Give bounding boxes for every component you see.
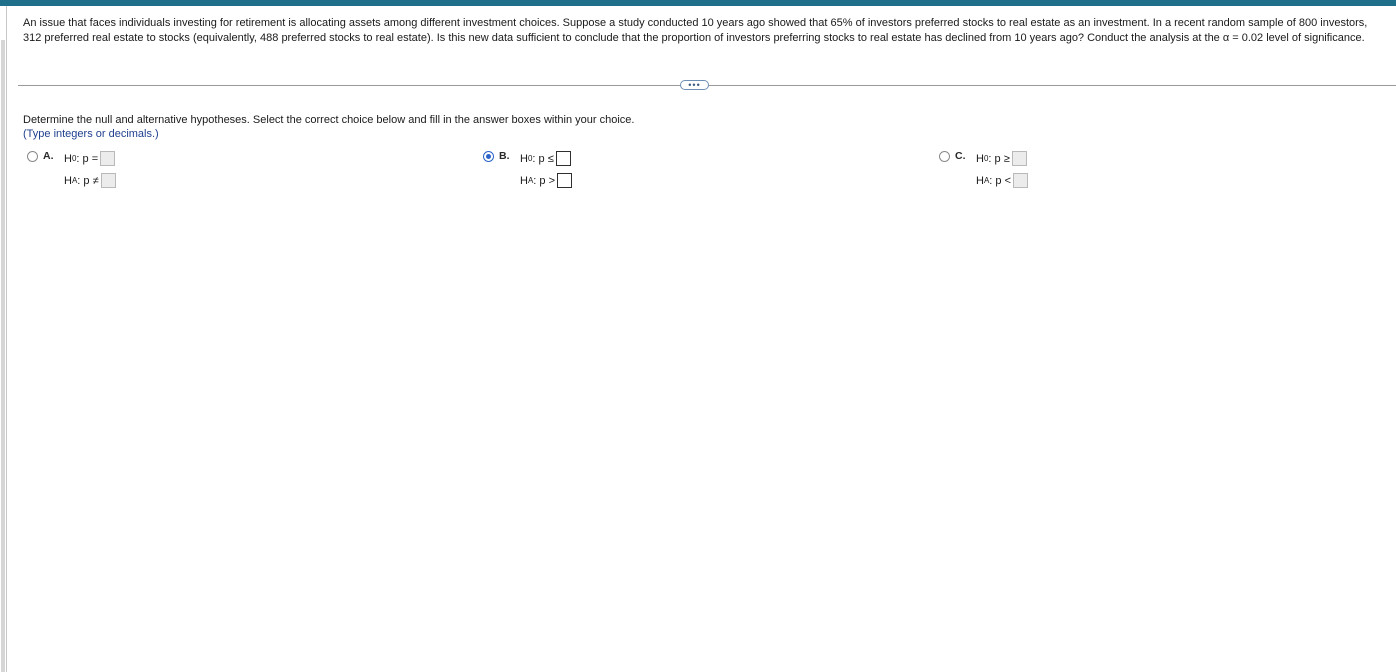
choice-a-h0-answer-box[interactable] [100,151,115,166]
choice-a-null-hypothesis: H 0 : p = [64,151,115,166]
ha-symbol: H [976,174,984,187]
choice-c-radio[interactable] [939,151,950,162]
choice-c-ha-answer-box[interactable] [1013,173,1028,188]
left-scroll-rail[interactable] [0,6,7,672]
choice-b-ha-answer-box[interactable] [557,173,572,188]
h0-relation: : p ≤ [532,152,554,165]
choice-c[interactable] [939,149,1059,195]
instructions-block [23,113,634,141]
choice-c-letter: C. [955,150,966,162]
choice-a-alt-hypothesis: H A : p ≠ [64,173,116,188]
top-accent-bar [0,0,1396,6]
h0-symbol: H [64,152,72,165]
scrollbar-thumb[interactable] [1,40,5,672]
problem-statement: An issue that faces individuals investing for retirement is allocating assets among different investment choices. Suppose a study conducted 10 years ago showed that 65% of investors preferred stocks to real estate as an investment. In a recent random sample of 800 investors, 312 preferred real estate to stocks (equivalently, 488 preferred stocks to real estate). Is this new data sufficient to conclude that the proportion of investors preferring stocks to real estate has declined from 10 years ago? Conduct the analysis at the α = 0.02 level of significance. [23,17,1368,44]
h0-relation: : p = [76,152,99,165]
choice-a-letter: A. [43,150,54,162]
choice-b-null-hypothesis: H 0 : p ≤ [520,151,571,166]
ha-relation: : p ≠ [77,174,99,187]
h0-relation: : p ≥ [988,152,1010,165]
choice-b-h0-answer-box[interactable] [556,151,571,166]
choice-c-h0-answer-box[interactable] [1012,151,1027,166]
expand-more-button[interactable]: ••• [680,80,709,90]
instructions-hint: (Type integers or decimals.) [23,128,159,140]
ha-relation: : p < [989,174,1012,187]
choice-a-radio[interactable] [27,151,38,162]
choice-b-alt-hypothesis: H A : p > [520,173,572,188]
choice-a[interactable] [27,149,147,195]
instructions-text: Determine the null and alternative hypotheses. Select the correct choice below and fill in the answer boxes within your choice. [23,114,635,126]
h0-symbol: H [976,152,984,165]
choice-b-letter: B. [499,150,510,162]
choice-b[interactable] [483,149,603,195]
choice-c-alt-hypothesis: H A : p < [976,173,1028,188]
ha-relation: : p > [533,174,556,187]
h0-symbol: H [520,152,528,165]
ha-symbol: H [64,174,72,187]
choice-a-ha-answer-box[interactable] [101,173,116,188]
ha-symbol: H [520,174,528,187]
choice-b-radio[interactable] [483,151,494,162]
choice-c-null-hypothesis: H 0 : p ≥ [976,151,1027,166]
